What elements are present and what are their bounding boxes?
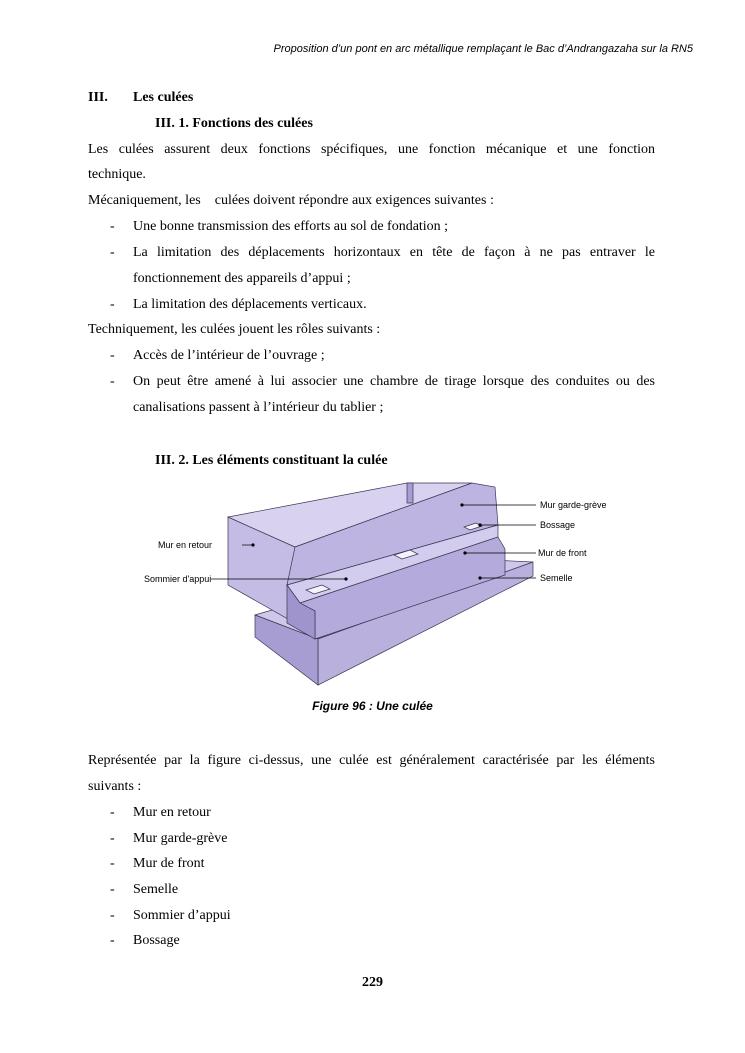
- page-number: 229: [362, 975, 383, 990]
- mech-item-3: La limitation des déplacements verticaux.: [133, 297, 367, 312]
- leader-dot: [344, 577, 347, 580]
- list-dash: -: [110, 805, 115, 820]
- element-item: Semelle: [133, 882, 179, 897]
- list-dash: -: [110, 374, 115, 389]
- mech-item-2-line2: fonctionnement des appareils d’appui ;: [133, 271, 351, 286]
- leader-dot: [478, 576, 481, 579]
- para4-line2: suivants :: [88, 779, 142, 794]
- para1-line1: Les culées assurent deux fonctions spécifiques, une fonction mécanique et une fonction: [88, 142, 655, 157]
- tech-item-2-line1: On peut être amené à lui associer une chambre de tirage lorsque des conduites ou des: [133, 374, 655, 389]
- subsection-1-title: III. 1. Fonctions des culées: [155, 116, 313, 131]
- para1-line2: technique.: [88, 167, 146, 182]
- subsection-2-title: III. 2. Les éléments constituant la culée: [155, 453, 388, 468]
- abutment-figure: [0, 475, 745, 695]
- para3-intro: Techniquement, les culées jouent les rôles suivants :: [88, 322, 381, 337]
- mech-item-2-line1: La limitation des déplacements horizontaux en tête de façon à ne pas entraver le: [133, 245, 655, 260]
- section-title: Les culées: [133, 90, 194, 105]
- list-dash: -: [110, 933, 115, 948]
- element-item: Sommier d’appui: [133, 908, 231, 923]
- figure-caption: Figure 96 : Une culée: [312, 699, 433, 713]
- list-dash: -: [110, 856, 115, 871]
- list-dash: -: [110, 245, 115, 260]
- label-sommier-appui: Sommier d'appui: [144, 574, 212, 584]
- label-mur-de-front: Mur de front: [538, 548, 587, 558]
- para2-intro: Mécaniquement, les culées doivent répondre aux exigences suivantes :: [88, 193, 494, 208]
- section-number: III.: [88, 90, 108, 105]
- leader-dot: [251, 543, 254, 546]
- mech-item-1: Une bonne transmission des efforts au sol de fondation ;: [133, 219, 449, 234]
- running-header: Proposition d’un pont en arc métallique remplaçant le Bac d’Andrangazaha sur la RN5: [273, 43, 693, 55]
- tech-item-1: Accès de l’intérieur de l’ouvrage ;: [133, 348, 325, 363]
- list-dash: -: [110, 882, 115, 897]
- back-wall-end: [407, 483, 413, 503]
- label-bossage: Bossage: [540, 520, 576, 530]
- leader-dot: [463, 551, 466, 554]
- element-item: Mur garde-grève: [133, 831, 228, 846]
- para4-line1: Représentée par la figure ci-dessus, une culée est généralement caractérisée par les éléments: [88, 753, 655, 768]
- leader-dot: [460, 503, 463, 506]
- list-dash: -: [110, 908, 115, 923]
- list-dash: -: [110, 348, 115, 363]
- section-heading: [88, 89, 655, 107]
- list-dash: -: [110, 831, 115, 846]
- element-item: Bossage: [133, 933, 180, 948]
- label-mur-garde-greve: Mur garde-grève: [540, 500, 607, 510]
- label-mur-en-retour: Mur en retour: [158, 540, 213, 550]
- list-dash: -: [110, 219, 115, 234]
- list-dash: -: [110, 297, 115, 312]
- label-semelle: Semelle: [540, 573, 573, 583]
- element-item: Mur en retour: [133, 805, 211, 820]
- element-item: Mur de front: [133, 856, 205, 871]
- tech-item-2-line2: canalisations passent à l’intérieur du tablier ;: [133, 400, 384, 415]
- leader-dot: [478, 523, 481, 526]
